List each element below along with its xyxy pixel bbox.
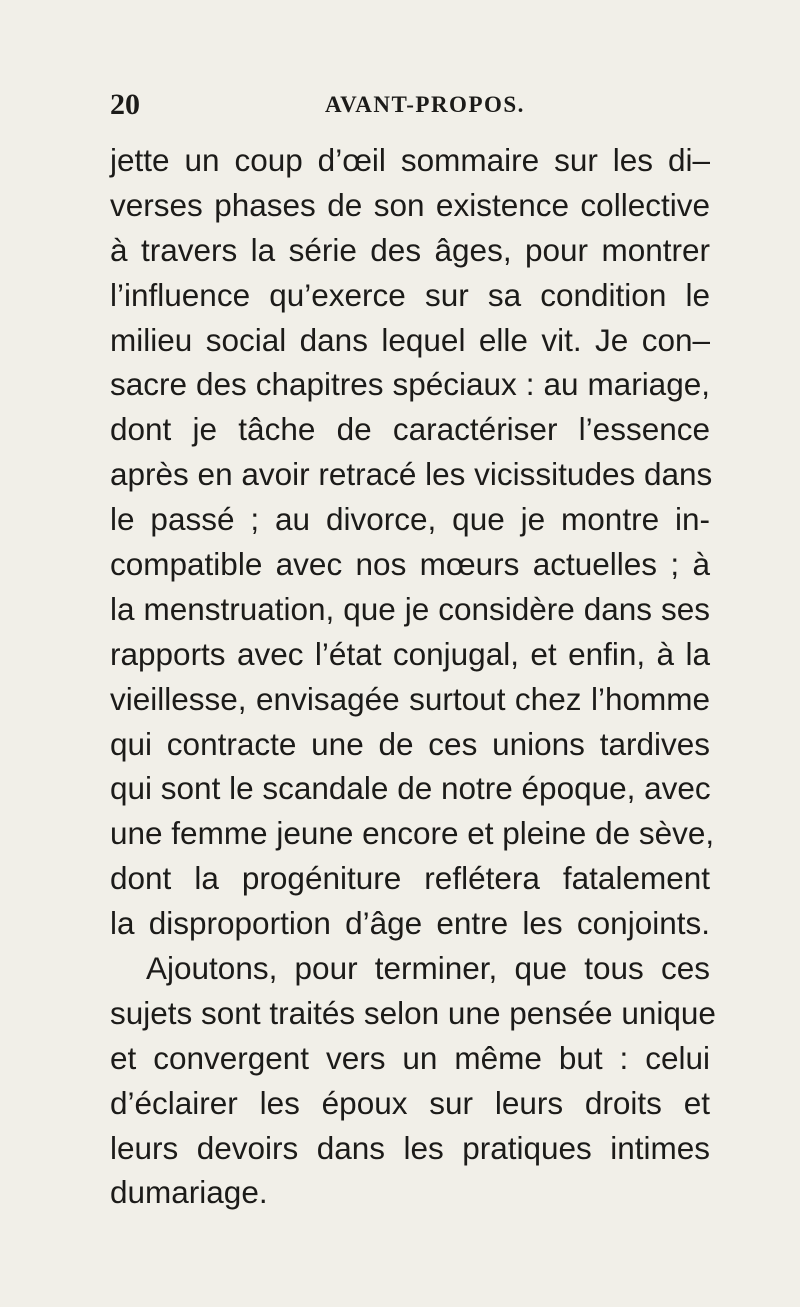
- text-line: qui sont le scandale de notre époque, avec: [110, 770, 711, 807]
- text-line: d’éclairer les époux sur leurs droits et: [110, 1084, 710, 1121]
- page-header: [110, 88, 700, 122]
- page-number: 20: [110, 88, 140, 121]
- text-line: verses phases de son existence collective: [110, 186, 710, 223]
- body-text: [110, 138, 716, 1215]
- text-line: qui contracte une de ces unions tardives: [110, 725, 710, 762]
- text-line: une femme jeune encore et pleine de sève,: [110, 815, 715, 852]
- text-line: sujets sont traités selon une pensée unique: [110, 994, 716, 1031]
- text-line: après en avoir retracé les vicissitudes dans: [110, 456, 713, 493]
- text-line: la disproportion d’âge entre les conjoints.: [110, 905, 710, 942]
- text-line: sacre des chapitres spéciaux : au mariage,: [110, 366, 710, 403]
- text-line: jette un coup d’œil sommaire sur les di–: [110, 142, 710, 178]
- text-line: compatible avec nos mœurs actuelles ; à: [110, 546, 710, 583]
- text-line: le passé ; au divorce, que je montre in-: [110, 501, 710, 538]
- running-head: AVANT-PROPOS.: [325, 92, 525, 117]
- text-line: à travers la série des âges, pour montrer: [110, 231, 710, 268]
- text-line: leurs devoirs dans les pratiques intimes: [110, 1129, 710, 1166]
- text-line: et convergent vers un même but : celui: [110, 1039, 710, 1076]
- text-line: vieillesse, envisagée surtout chez l’homme: [110, 680, 710, 717]
- text-line: rapports avec l’état conjugal, et enfin, à la: [110, 635, 710, 672]
- text-line: la menstruation, que je considère dans ses: [110, 590, 710, 627]
- text-line: dumariage.: [110, 1174, 268, 1211]
- text-line: l’influence qu’exerce sur sa condition le: [110, 276, 710, 313]
- text-line: Ajoutons, pour terminer, que tous ces: [146, 950, 710, 987]
- text-line: dont je tâche de caractériser l’essence: [110, 411, 710, 448]
- text-line: milieu social dans lequel elle vit. Je con–: [110, 321, 710, 358]
- text-line: dont la progéniture reflétera fatalement: [110, 860, 710, 897]
